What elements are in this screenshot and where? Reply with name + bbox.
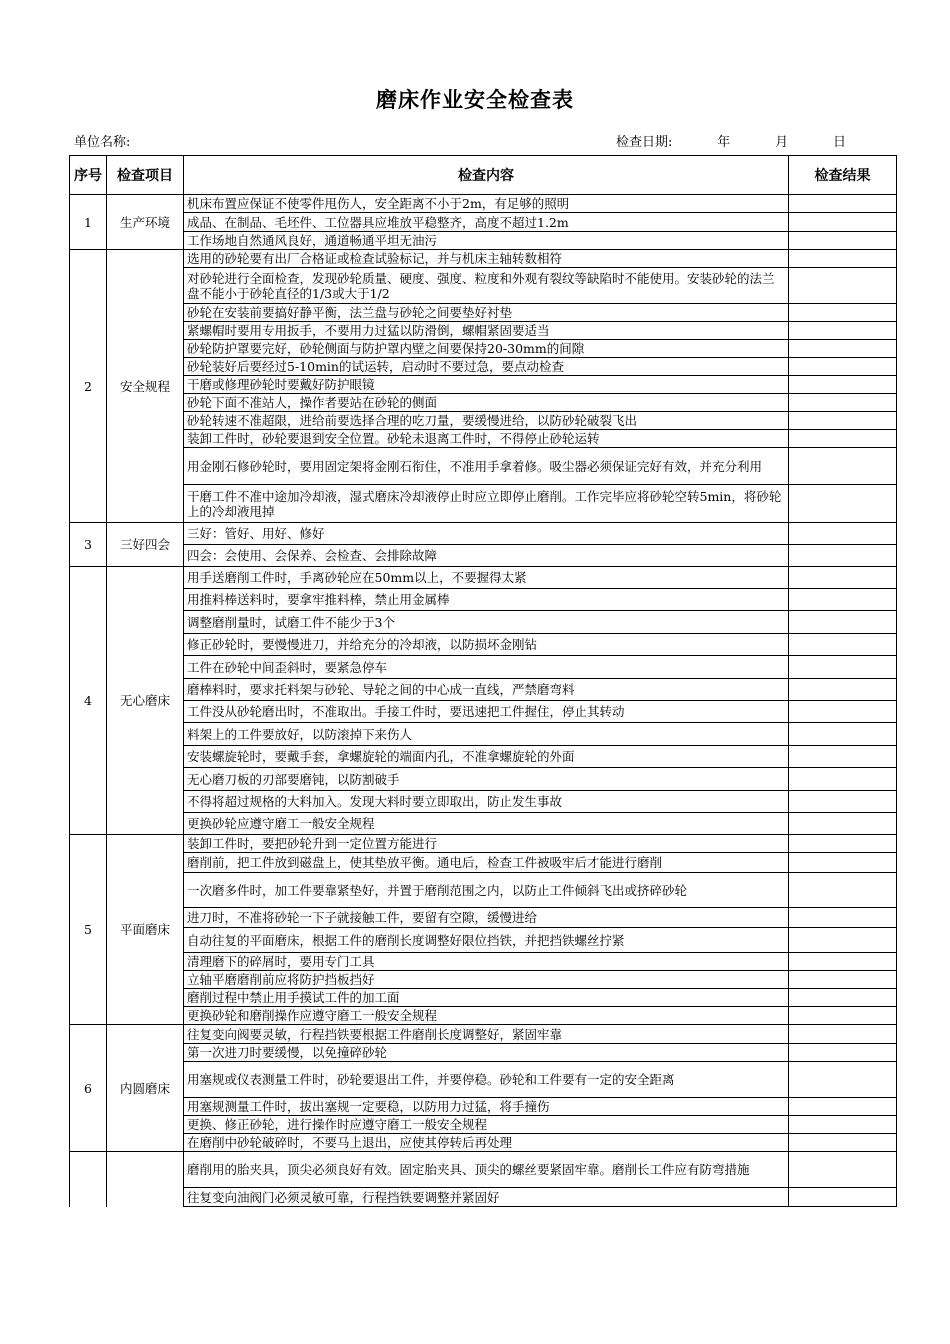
section-item xyxy=(107,1152,184,1207)
check-content: 机床布置应保证不使零件甩伤人，安全距离不小于2m，有足够的照明 xyxy=(184,195,789,213)
section-item: 内圆磨床 xyxy=(107,1025,184,1152)
section-item: 生产环境 xyxy=(107,195,184,250)
table-row xyxy=(70,873,897,908)
check-result-cell[interactable] xyxy=(789,873,897,908)
check-result-cell[interactable] xyxy=(789,656,897,679)
check-content: 工件在砂轮中间歪斜时，要紧急停车 xyxy=(184,656,789,679)
check-result-cell[interactable] xyxy=(789,589,897,611)
check-result-cell[interactable] xyxy=(789,304,897,322)
section-number: 5 xyxy=(70,835,107,1025)
check-result-cell[interactable] xyxy=(789,268,897,304)
table-row xyxy=(70,213,897,232)
section-item: 安全规程 xyxy=(107,250,184,523)
section-number: 1 xyxy=(70,195,107,250)
check-result-cell[interactable] xyxy=(789,376,897,394)
check-result-cell[interactable] xyxy=(789,835,897,853)
section-item: 三好四会 xyxy=(107,523,184,567)
table-row xyxy=(70,1134,897,1152)
table-row xyxy=(70,835,897,853)
table-row xyxy=(70,1007,897,1025)
check-result-cell[interactable] xyxy=(789,567,897,589)
check-result-cell[interactable] xyxy=(789,195,897,213)
inspection-table xyxy=(69,155,897,1207)
table-row xyxy=(70,1062,897,1098)
check-content: 更换砂轮应遵守磨工一般安全规程 xyxy=(184,813,789,835)
table-row xyxy=(70,1025,897,1044)
check-result-cell[interactable] xyxy=(789,213,897,232)
table-row xyxy=(70,679,897,701)
year-label: 年 xyxy=(717,135,731,150)
page-title: 磨床作业安全检查表 xyxy=(376,88,574,112)
check-result-cell[interactable] xyxy=(789,1134,897,1152)
check-result-cell[interactable] xyxy=(789,340,897,358)
check-result-cell[interactable] xyxy=(789,1188,897,1207)
check-content: 用推料棒送料时，要拿牢推料棒，禁止用金属棒 xyxy=(184,589,789,611)
check-content: 立轴平磨磨削前应将防护挡板挡好 xyxy=(184,971,789,989)
check-content: 砂轮转速不准超限，进给前要选择合理的吃刀量，要缓慢进给，以防砂轮破裂飞出 xyxy=(184,412,789,430)
check-result-cell[interactable] xyxy=(789,989,897,1007)
check-result-cell[interactable] xyxy=(789,953,897,971)
check-content: 用塞规测量工件时，拔出塞规一定要稳，以防用力过猛，将手撞伤 xyxy=(184,1098,789,1116)
check-result-cell[interactable] xyxy=(789,853,897,873)
check-result-cell[interactable] xyxy=(789,322,897,340)
table-row xyxy=(70,989,897,1007)
section-item: 无心磨床 xyxy=(107,567,184,835)
table-row xyxy=(70,1116,897,1134)
table-row xyxy=(70,412,897,430)
header-num: 序号 xyxy=(70,156,107,195)
check-result-cell[interactable] xyxy=(789,723,897,746)
table-row xyxy=(70,322,897,340)
table-row xyxy=(70,1044,897,1062)
check-result-cell[interactable] xyxy=(789,928,897,953)
table-row xyxy=(70,928,897,953)
check-result-cell[interactable] xyxy=(789,634,897,656)
table-row xyxy=(70,1098,897,1116)
table-row xyxy=(70,1152,897,1188)
table-row xyxy=(70,813,897,835)
check-content: 装卸工件时，要把砂轮升到一定位置方能进行 xyxy=(184,835,789,853)
table-row xyxy=(70,567,897,589)
check-result-cell[interactable] xyxy=(789,430,897,448)
check-content: 装卸工件时，砂轮要退到安全位置。砂轮未退离工件时，不得停止砂轮运转 xyxy=(184,430,789,448)
table-row xyxy=(70,394,897,412)
section-item: 平面磨床 xyxy=(107,835,184,1025)
check-result-cell[interactable] xyxy=(789,1116,897,1134)
check-result-cell[interactable] xyxy=(789,523,897,545)
check-content: 三好：管好、用好、修好 xyxy=(184,523,789,545)
check-content: 进刀时，不准将砂轮一下子就接触工件，要留有空隙，缓慢进给 xyxy=(184,908,789,928)
check-content: 用金刚石修砂轮时，要用固定架将金刚石衔住，不准用手拿着修。吸尘器必须保证完好有效，并充分利用 xyxy=(184,448,789,485)
table-row xyxy=(70,746,897,768)
table-row xyxy=(70,723,897,746)
check-content: 调整磨削量时，试磨工件不能少于3个 xyxy=(184,611,789,634)
table-row xyxy=(70,523,897,545)
table-row xyxy=(70,448,897,485)
check-content: 紧螺帽时要用专用扳手，不要用力过猛以防滑倒，螺帽紧固要适当 xyxy=(184,322,789,340)
table-row xyxy=(70,304,897,322)
table-row xyxy=(70,1188,897,1207)
check-content: 对砂轮进行全面检查，发现砂轮质量、硬度、强度、粒度和外观有裂纹等缺陷时不能使用。安装砂轮的法兰盘不能小于砂轮直径的1/3或大于1/2 xyxy=(184,268,789,304)
check-content: 砂轮装好后要经过5-10min的试运转，启动时不要过急，要点动检查 xyxy=(184,358,789,376)
table-row xyxy=(70,656,897,679)
check-content: 更换、修正砂轮，进行操作时应遵守磨工一般安全规程 xyxy=(184,1116,789,1134)
section-number xyxy=(70,1152,107,1207)
check-content: 砂轮防护罩要完好，砂轮侧面与防护罩内壁之间要保持20-30mm的间隙 xyxy=(184,340,789,358)
check-content: 成品、在制品、毛坯件、工位器具应堆放平稳整齐，高度不超过1.2m xyxy=(184,213,789,232)
check-result-cell[interactable] xyxy=(789,791,897,813)
section-number: 3 xyxy=(70,523,107,567)
table-row xyxy=(70,634,897,656)
unit-name-label: 单位名称: xyxy=(74,135,131,150)
table-row xyxy=(70,908,897,928)
check-content: 修正砂轮时，要慢慢进刀，并给充分的冷却液，以防损坏金刚钻 xyxy=(184,634,789,656)
check-result-cell[interactable] xyxy=(789,448,897,485)
table-row xyxy=(70,611,897,634)
check-result-cell[interactable] xyxy=(789,813,897,835)
check-content: 往复变向油阀门必须灵敏可靠，行程挡铁要调整并紧固好 xyxy=(184,1188,789,1207)
header-row xyxy=(70,156,897,195)
table-row xyxy=(70,545,897,567)
header-result: 检查结果 xyxy=(789,156,897,195)
table-row xyxy=(70,953,897,971)
table-row xyxy=(70,340,897,358)
check-content: 干磨工件不准中途加冷却液，湿式磨床冷却液停止时应立即停止磨削。工作完毕应将砂轮空转5min，将砂轮上的冷却液甩掉 xyxy=(184,485,789,523)
table-row xyxy=(70,971,897,989)
check-content: 磨削用的胎夹具，顶尖必须良好有效。固定胎夹具、顶尖的螺丝要紧固牢靠。磨削长工件应有防弯措施 xyxy=(184,1152,789,1188)
section-number: 2 xyxy=(70,250,107,523)
check-content: 自动往复的平面磨床，根据工件的磨削长度调整好限位挡铁，并把挡铁螺丝拧紧 xyxy=(184,928,789,953)
check-content: 料架上的工件要放好，以防滚掉下来伤人 xyxy=(184,723,789,746)
check-result-cell[interactable] xyxy=(789,971,897,989)
check-result-cell[interactable] xyxy=(789,746,897,768)
check-result-cell[interactable] xyxy=(789,412,897,430)
check-result-cell[interactable] xyxy=(789,701,897,723)
check-content: 在磨削中砂轮破碎时，不要马上退出，应使其停转后再处理 xyxy=(184,1134,789,1152)
check-content: 干磨或修理砂轮时要戴好防护眼镜 xyxy=(184,376,789,394)
section-number: 4 xyxy=(70,567,107,835)
date-label: 检查日期: xyxy=(616,135,673,150)
table-row xyxy=(70,791,897,813)
check-result-cell[interactable] xyxy=(789,394,897,412)
table-row xyxy=(70,589,897,611)
check-content: 工件没从砂轮磨出时，不准取出。手接工件时，要迅速把工件握住，停止其转动 xyxy=(184,701,789,723)
check-content: 四会：会使用、会保养、会检查、会排除故障 xyxy=(184,545,789,567)
check-content: 磨削过程中禁止用手摸试工件的加工面 xyxy=(184,989,789,1007)
check-result-cell[interactable] xyxy=(789,358,897,376)
check-content: 用塞规或仪表测量工件时，砂轮要退出工件，并要停稳。砂轮和工件要有一定的安全距离 xyxy=(184,1062,789,1098)
header-content: 检查内容 xyxy=(184,156,789,195)
check-content: 不得将超过规格的大料加入。发现大料时要立即取出，防止发生事故 xyxy=(184,791,789,813)
check-result-cell[interactable] xyxy=(789,1025,897,1044)
check-result-cell[interactable] xyxy=(789,1044,897,1062)
header-item: 检查项目 xyxy=(107,156,184,195)
check-content: 第一次进刀时要缓慢，以免撞碎砂轮 xyxy=(184,1044,789,1062)
check-content: 磨棒料时，要求托料架与砂轮、导轮之间的中心成一直线，严禁磨弯料 xyxy=(184,679,789,701)
check-result-cell[interactable] xyxy=(789,485,897,523)
table-row xyxy=(70,250,897,268)
table-row xyxy=(70,195,897,213)
table-row xyxy=(70,430,897,448)
check-result-cell[interactable] xyxy=(789,908,897,928)
check-content: 砂轮下面不准站人，操作者要站在砂轮的侧面 xyxy=(184,394,789,412)
check-content: 用手送磨削工件时，手离砂轮应在50mm以上，不要握得太紧 xyxy=(184,567,789,589)
check-result-cell[interactable] xyxy=(789,232,897,250)
check-result-cell[interactable] xyxy=(789,1098,897,1116)
check-result-cell[interactable] xyxy=(789,768,897,791)
check-content: 安装螺旋轮时，要戴手套，拿螺旋轮的端面内孔，不准拿螺旋轮的外面 xyxy=(184,746,789,768)
month-label: 月 xyxy=(775,135,789,150)
day-label: 日 xyxy=(832,135,846,150)
check-content: 更换砂轮和磨削操作应遵守磨工一般安全规程 xyxy=(184,1007,789,1025)
check-result-cell[interactable] xyxy=(789,1062,897,1098)
check-content: 往复变向阀要灵敏，行程挡铁要根据工件磨削长度调整好，紧固牢靠 xyxy=(184,1025,789,1044)
table-row xyxy=(70,701,897,723)
check-result-cell[interactable] xyxy=(789,1007,897,1025)
check-content: 清理磨下的碎屑时，要用专门工具 xyxy=(184,953,789,971)
check-content: 无心磨刀板的刃部要磨钝，以防割破手 xyxy=(184,768,789,791)
table-row xyxy=(70,268,897,304)
check-result-cell[interactable] xyxy=(789,250,897,268)
table-row xyxy=(70,853,897,873)
check-content: 一次磨多件时，加工件要靠紧垫好，并置于磨削范围之内，以防止工件倾斜飞出或挤碎砂轮 xyxy=(184,873,789,908)
check-result-cell[interactable] xyxy=(789,545,897,567)
table-body xyxy=(70,195,897,1207)
table-row xyxy=(70,358,897,376)
table-row xyxy=(70,232,897,250)
check-content: 选用的砂轮要有出厂合格证或检查试验标记，并与机床主轴转数相符 xyxy=(184,250,789,268)
section-number: 6 xyxy=(70,1025,107,1152)
check-content: 砂轮在安装前要搞好静平衡，法兰盘与砂轮之间要垫好衬垫 xyxy=(184,304,789,322)
table-row xyxy=(70,485,897,523)
table-row xyxy=(70,768,897,791)
check-result-cell[interactable] xyxy=(789,679,897,701)
check-result-cell[interactable] xyxy=(789,1152,897,1188)
check-result-cell[interactable] xyxy=(789,611,897,634)
check-date xyxy=(616,131,846,150)
check-content: 磨削前，把工件放到磁盘上，使其垫放平衡。通电后，检查工件被吸牢后才能进行磨削 xyxy=(184,853,789,873)
check-content: 工作场地自然通风良好，通道畅通平坦无油污 xyxy=(184,232,789,250)
table-row xyxy=(70,376,897,394)
